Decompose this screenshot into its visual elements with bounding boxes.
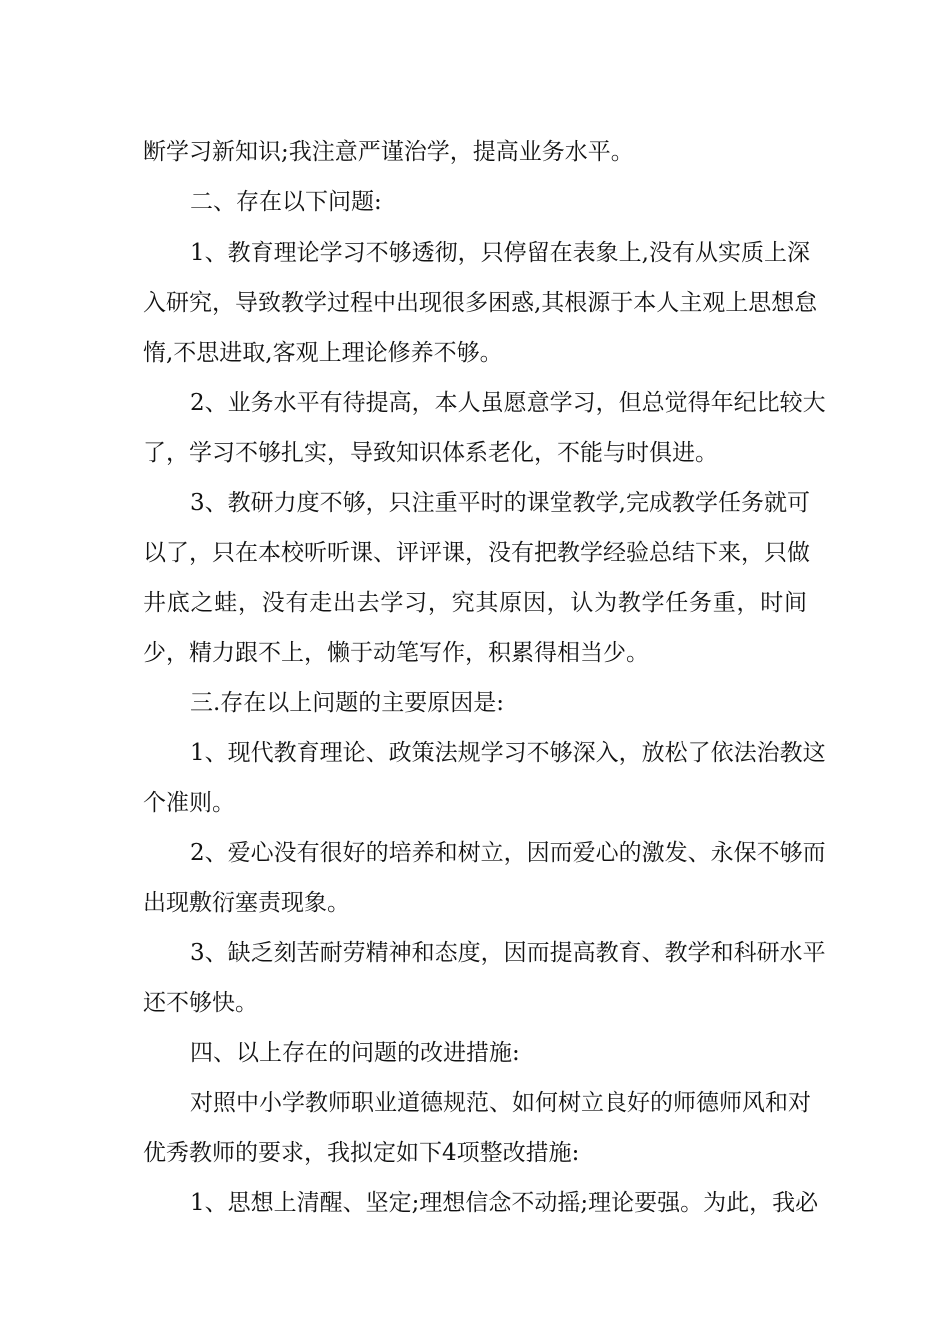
text-line-3: 1、教育理论学习不够透彻，只停留在表象上,没有从实质上深 (190, 240, 810, 266)
text-line-14: 个准则。 (143, 790, 235, 816)
section-heading-3: 三.存在以上问题的主要原因是: (190, 690, 505, 716)
text-line-9: 以了，只在本校听听课、评评课，没有把教学经验总结下来，只做 (143, 540, 810, 566)
section-heading-4: 四、以上存在的问题的改进措施: (190, 1040, 520, 1066)
text-line-21: 优秀教师的要求，我拟定如下4项整改措施: (143, 1140, 580, 1166)
text-line-16: 出现敷衍塞责现象。 (143, 890, 350, 916)
text-line-18: 还不够快。 (143, 990, 258, 1016)
text-line-22: 1、思想上清醒、坚定;理想信念不动摇;理论要强。为此，我必 (190, 1190, 819, 1216)
text-line-20: 对照中小学教师职业道德规范、如何树立良好的师德师风和对 (190, 1090, 811, 1116)
text-line-5: 惰,不思进取,客观上理论修养不够。 (143, 340, 503, 366)
text-line-11: 少，精力跟不上，懒于动笔写作，积累得相当少。 (143, 640, 649, 666)
text-line-4: 入研究，导致教学过程中出现很多困惑,其根源于本人主观上思想怠 (143, 290, 818, 316)
text-line-8: 3、教研力度不够，只注重平时的课堂教学,完成教学任务就可 (190, 490, 810, 516)
text-line-6: 2、业务水平有待提高，本人虽愿意学习，但总觉得年纪比较大 (190, 390, 826, 416)
text-line-1: 断学习新知识;我注意严谨治学，提高业务水平。 (143, 139, 634, 165)
text-line-7: 了，学习不够扎实，导致知识体系老化，不能与时俱进。 (143, 440, 718, 466)
text-line-17: 3、缺乏刻苦耐劳精神和态度，因而提高教育、教学和科研水平 (190, 940, 826, 966)
text-line-10: 井底之蛙，没有走出去学习，究其原因，认为教学任务重，时间 (143, 590, 807, 616)
section-heading-2: 二、存在以下问题: (190, 189, 382, 215)
text-line-15: 2、爱心没有很好的培养和树立，因而爱心的激发、永保不够而 (190, 840, 826, 866)
text-line-13: 1、现代教育理论、政策法规学习不够深入，放松了依法治教这 (190, 740, 826, 766)
